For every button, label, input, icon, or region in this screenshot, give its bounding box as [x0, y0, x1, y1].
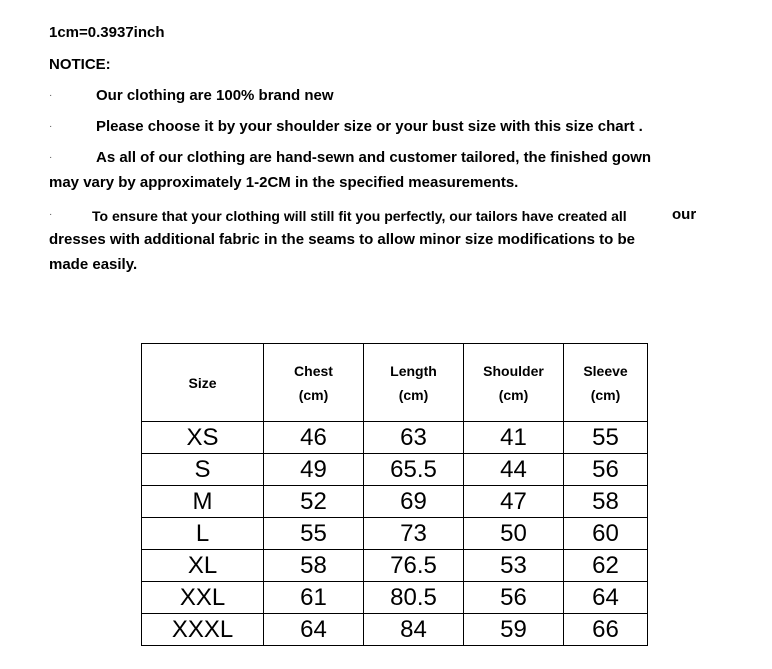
shoulder-cell: 59: [464, 614, 564, 646]
shoulder-cell: 56: [464, 582, 564, 614]
header-size: [142, 344, 264, 422]
sleeve-cell: 58: [564, 486, 648, 518]
chest-cell: 61: [264, 582, 364, 614]
header-size-label: Size: [188, 374, 217, 391]
notice-line-6: dresses with additional fabric in the seams to allow minor size modifications to be: [49, 231, 635, 248]
shoulder-cell: 53: [464, 550, 564, 582]
sleeve-cell: 56: [564, 454, 648, 486]
header-chest-label: Chest: [294, 362, 333, 379]
length-cell: 73: [364, 518, 464, 550]
size-cell: M: [142, 486, 264, 518]
size-cell: XXXL: [142, 614, 264, 646]
sleeve-cell: 66: [564, 614, 648, 646]
header-shoulder: [464, 344, 564, 422]
header-chest-unit: (cm): [298, 386, 329, 403]
bullet-4: ·: [49, 209, 53, 220]
size-cell: XL: [142, 550, 264, 582]
header-length-unit: (cm): [398, 386, 429, 403]
notice-line-2: Please choose it by your shoulder size or your bust size with this size chart .: [96, 118, 643, 135]
notice-line-4: may vary by approximately 1-2CM in the specified measurements.: [49, 174, 519, 191]
header-length: [364, 344, 464, 422]
size-cell: L: [142, 518, 264, 550]
chest-cell: 64: [264, 614, 364, 646]
table-row: [142, 422, 648, 454]
header-sleeve: [564, 344, 648, 422]
notice-title: NOTICE:: [49, 56, 111, 73]
table-row: [142, 454, 648, 486]
length-cell: 65.5: [364, 454, 464, 486]
size-cell: S: [142, 454, 264, 486]
table-header-row: [142, 344, 648, 422]
table-row: [142, 518, 648, 550]
length-cell: 63: [364, 422, 464, 454]
size-chart-table: [141, 343, 648, 646]
shoulder-cell: 50: [464, 518, 564, 550]
chest-cell: 46: [264, 422, 364, 454]
shoulder-cell: 44: [464, 454, 564, 486]
size-cell: XXL: [142, 582, 264, 614]
chest-cell: 49: [264, 454, 364, 486]
header-sleeve-unit: (cm): [590, 386, 621, 403]
bullet-3: ·: [49, 152, 53, 163]
shoulder-cell: 41: [464, 422, 564, 454]
chest-cell: 52: [264, 486, 364, 518]
header-sleeve-label: Sleeve: [583, 362, 628, 379]
length-cell: 69: [364, 486, 464, 518]
notice-line-5: To ensure that your clothing will still fit you perfectly, our tailors have created all: [92, 208, 627, 224]
length-cell: 80.5: [364, 582, 464, 614]
length-cell: 76.5: [364, 550, 464, 582]
sleeve-cell: 64: [564, 582, 648, 614]
notice-line-1: Our clothing are 100% brand new: [96, 87, 334, 104]
size-cell: XS: [142, 422, 264, 454]
notice-line-5-end: our: [672, 206, 697, 223]
sleeve-cell: 55: [564, 422, 648, 454]
table-row: [142, 550, 648, 582]
table-row: [142, 486, 648, 518]
chest-cell: 58: [264, 550, 364, 582]
header-chest: [264, 344, 364, 422]
header-length-label: Length: [390, 362, 437, 379]
conversion-note: 1cm=0.3937inch: [49, 24, 165, 41]
bullet-2: ·: [49, 121, 53, 132]
notice-line-3: As all of our clothing are hand-sewn and customer tailored, the finished gown: [96, 149, 652, 166]
length-cell: 84: [364, 614, 464, 646]
table-row: [142, 614, 648, 646]
sleeve-cell: 60: [564, 518, 648, 550]
sleeve-cell: 62: [564, 550, 648, 582]
header-shoulder-unit: (cm): [498, 386, 529, 403]
notice-line-7: made easily.: [49, 256, 138, 273]
table-row: [142, 582, 648, 614]
header-shoulder-label: Shoulder: [483, 362, 544, 379]
shoulder-cell: 47: [464, 486, 564, 518]
chest-cell: 55: [264, 518, 364, 550]
bullet-1: ·: [49, 90, 53, 101]
